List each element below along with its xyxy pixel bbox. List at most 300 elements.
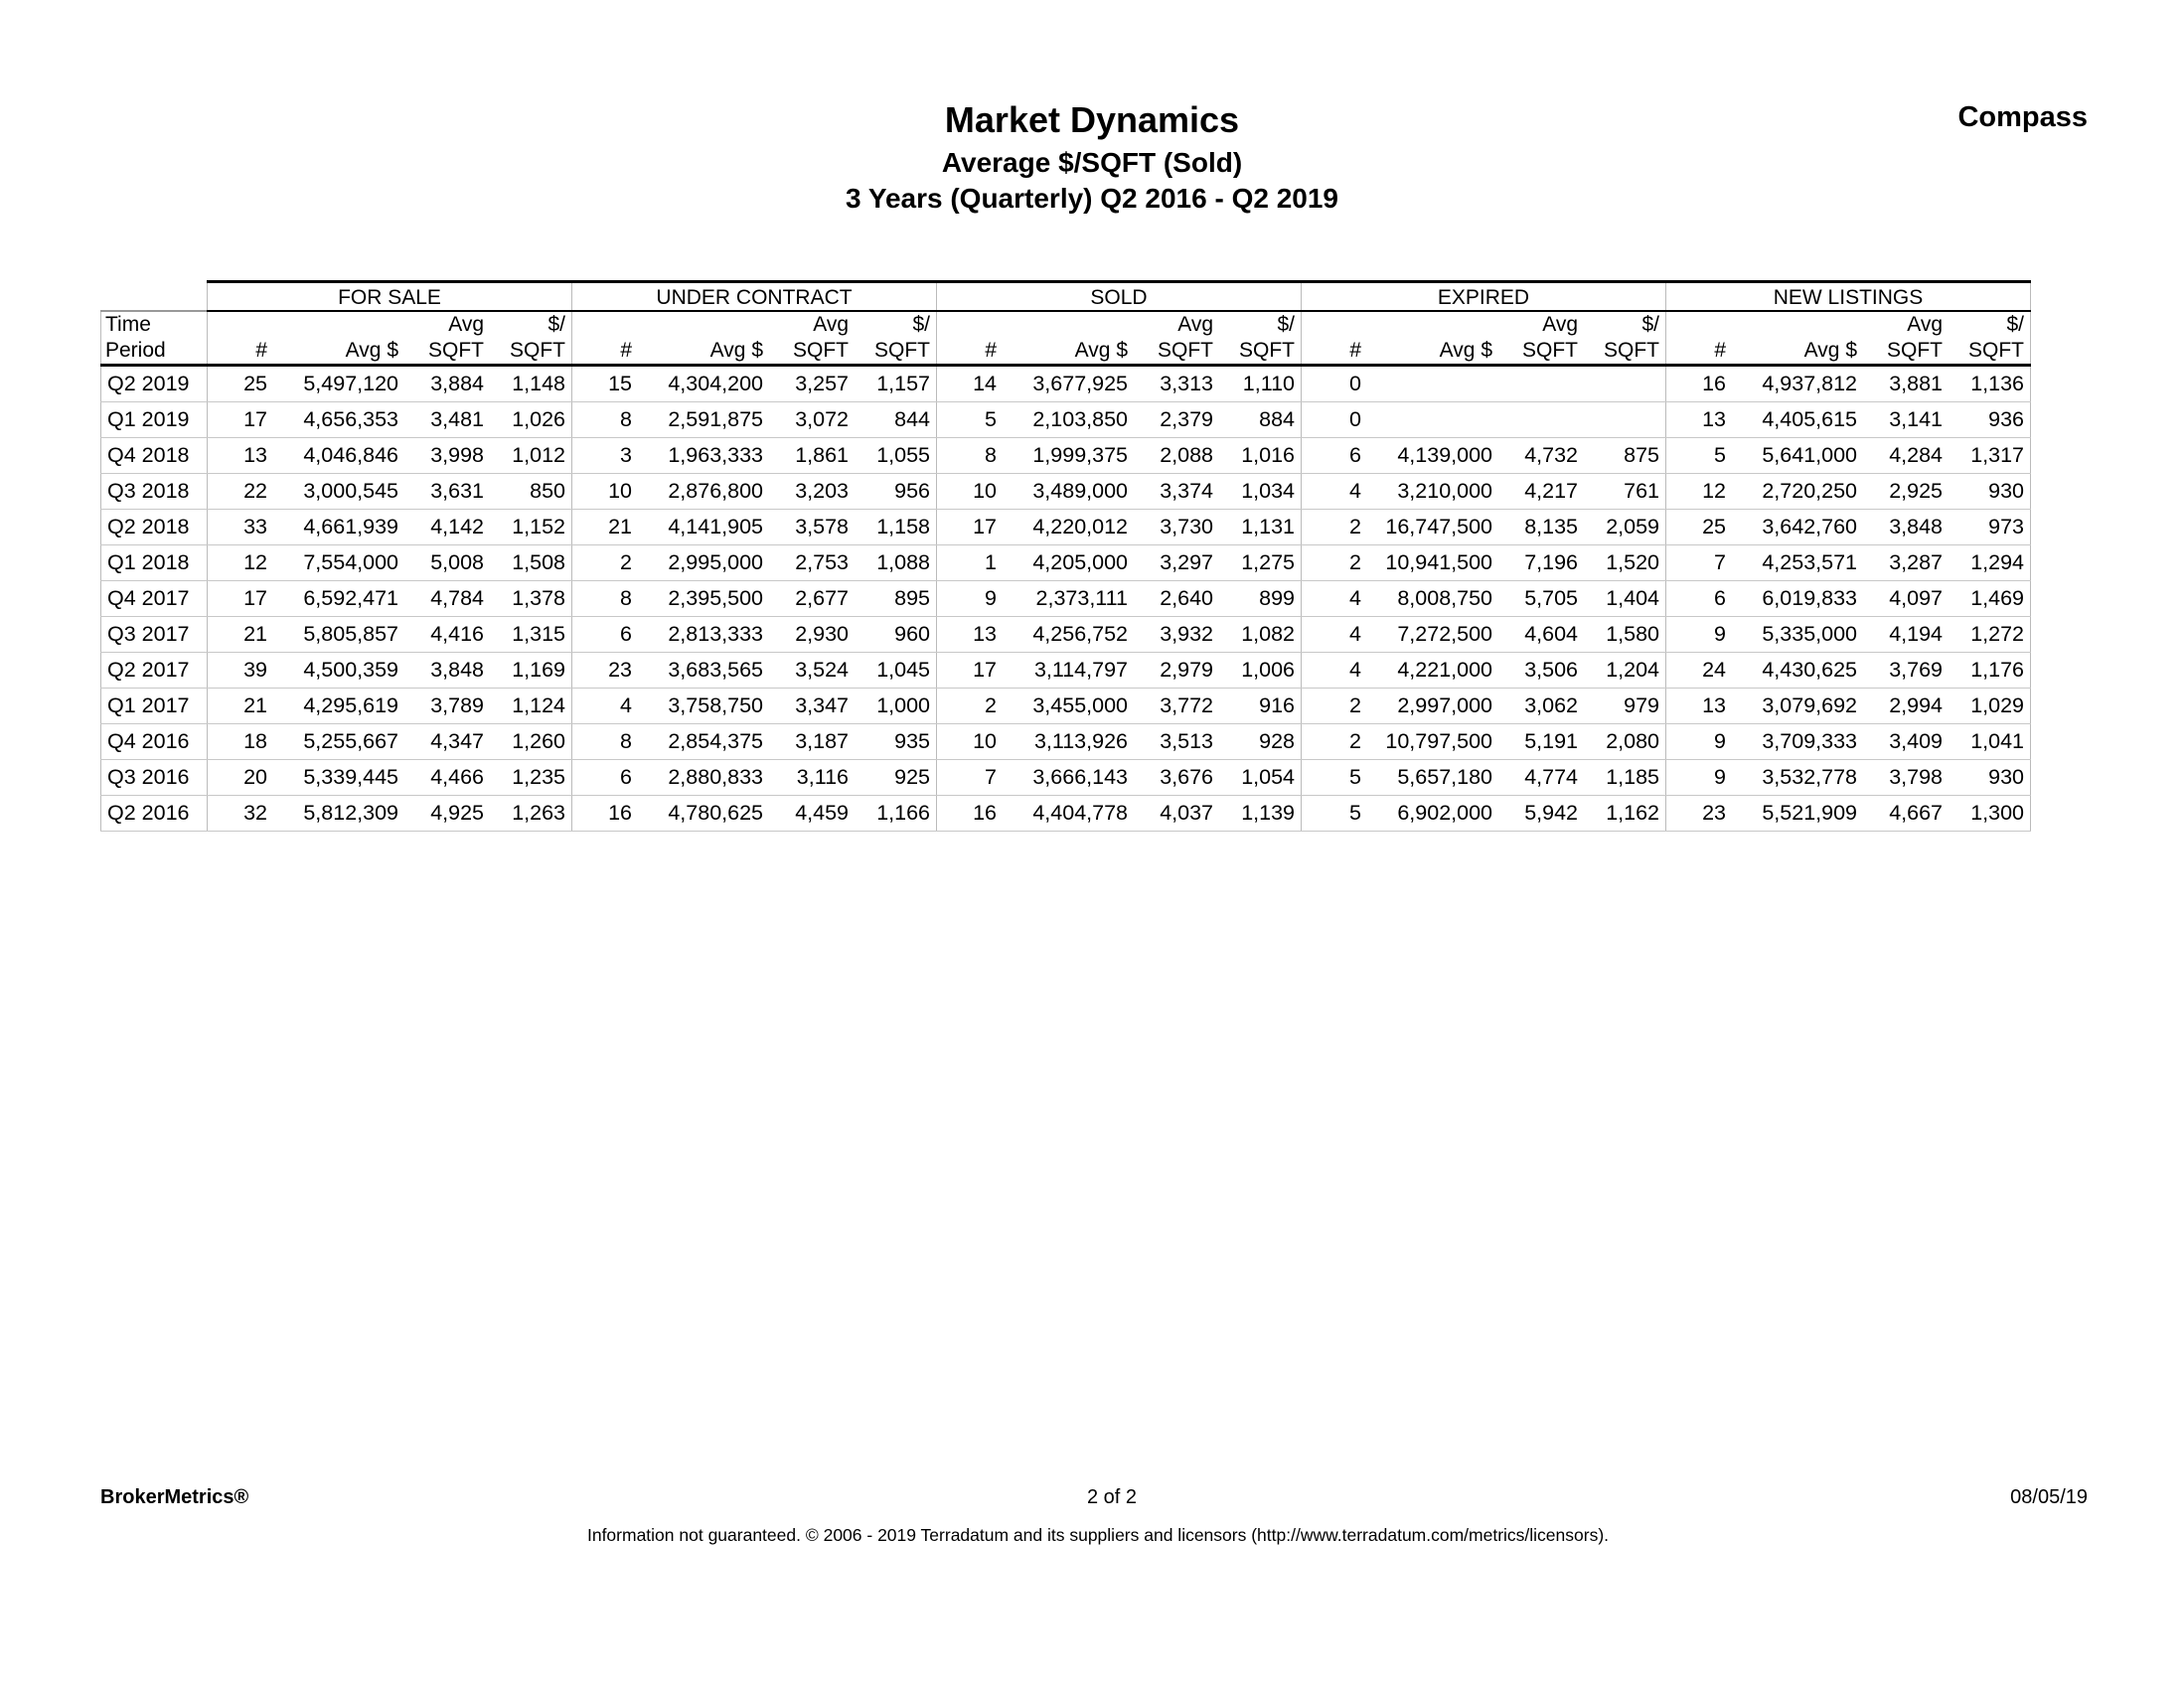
- price-per-sqft-cell: 1,469: [1945, 581, 2031, 617]
- table-row: [101, 545, 2031, 581]
- price-per-sqft-cell: 1,162: [1580, 796, 1666, 832]
- header-avg-price-line2: Avg $: [1732, 338, 1861, 366]
- avg-sqft-cell: 4,459: [767, 796, 851, 832]
- header-price-per-sqft-line2: SQFT: [1580, 338, 1666, 366]
- time-header: Time: [101, 311, 208, 338]
- price-per-sqft-cell: 1,185: [1580, 760, 1666, 796]
- price-per-sqft-cell: 1,300: [1945, 796, 2031, 832]
- count-cell: 17: [208, 402, 274, 438]
- avg-sqft-cell: 4,732: [1496, 438, 1580, 474]
- price-per-sqft-cell: 1,317: [1945, 438, 2031, 474]
- avg-price-cell: 2,997,000: [1367, 689, 1496, 724]
- count-cell: 5: [1302, 796, 1368, 832]
- count-cell: 12: [1666, 474, 1733, 510]
- avg-sqft-cell: 3,313: [1132, 366, 1215, 402]
- count-cell: 12: [208, 545, 274, 581]
- time-period-cell: Q4 2018: [101, 438, 208, 474]
- price-per-sqft-cell: 1,580: [1580, 617, 1666, 653]
- header-avg-sqft-line1: Avg: [813, 313, 849, 336]
- header-avg-price-line1: [1732, 311, 1861, 338]
- count-cell: 21: [572, 510, 639, 545]
- avg-price-cell: 4,205,000: [1003, 545, 1132, 581]
- avg-sqft-cell: 2,640: [1132, 581, 1215, 617]
- count-cell: 17: [937, 653, 1004, 689]
- avg-sqft-cell: 3,848: [402, 653, 486, 689]
- table-row: [101, 617, 2031, 653]
- avg-sqft-cell: 3,848: [1861, 510, 1945, 545]
- time-period-cell: Q2 2019: [101, 366, 208, 402]
- price-per-sqft-cell: 1,169: [486, 653, 572, 689]
- time-period-cell: Q4 2016: [101, 724, 208, 760]
- group-under-contract: UNDER CONTRACT: [572, 282, 937, 312]
- avg-sqft-cell: 2,994: [1861, 689, 1945, 724]
- avg-sqft-cell: 3,187: [767, 724, 851, 760]
- avg-price-cell: 3,455,000: [1003, 689, 1132, 724]
- footer-brand: BrokerMetrics®: [100, 1486, 249, 1508]
- avg-sqft-cell: 4,416: [402, 617, 486, 653]
- avg-sqft-cell: 3,798: [1861, 760, 1945, 796]
- price-per-sqft-cell: 930: [1945, 760, 2031, 796]
- table-row: [101, 724, 2031, 760]
- price-per-sqft-cell: 1,055: [851, 438, 937, 474]
- header-price-per-sqft-line1: $/: [547, 313, 565, 336]
- price-per-sqft-cell: 1,508: [486, 545, 572, 581]
- header-count-line2: #: [1666, 338, 1733, 366]
- count-cell: 9: [1666, 760, 1733, 796]
- count-cell: 16: [1666, 366, 1733, 402]
- header-price-per-sqft-line1: $/: [1641, 313, 1659, 336]
- column-header-row-2: [101, 338, 2031, 366]
- avg-sqft-cell: 2,753: [767, 545, 851, 581]
- count-cell: 5: [937, 402, 1004, 438]
- avg-price-cell: 2,813,333: [638, 617, 767, 653]
- avg-price-cell: 2,720,250: [1732, 474, 1861, 510]
- price-per-sqft-cell: 1,000: [851, 689, 937, 724]
- count-cell: 8: [572, 724, 639, 760]
- header-avg-price-line2: Avg $: [1367, 338, 1496, 366]
- avg-sqft-cell: 3,513: [1132, 724, 1215, 760]
- price-per-sqft-cell: 1,158: [851, 510, 937, 545]
- avg-sqft-cell: 3,772: [1132, 689, 1215, 724]
- time-period-cell: Q2 2017: [101, 653, 208, 689]
- avg-sqft-cell: 3,297: [1132, 545, 1215, 581]
- table-row: [101, 438, 2031, 474]
- avg-price-cell: 4,139,000: [1367, 438, 1496, 474]
- count-cell: 39: [208, 653, 274, 689]
- header-avg-price-line2: Avg $: [273, 338, 402, 366]
- header-avg-price-line1: [638, 311, 767, 338]
- price-per-sqft-cell: 884: [1215, 402, 1302, 438]
- avg-sqft-cell: 5,942: [1496, 796, 1580, 832]
- avg-price-cell: 3,113,926: [1003, 724, 1132, 760]
- header-avg-sqft-line2: SQFT: [1496, 338, 1580, 366]
- time-period-cell: Q1 2017: [101, 689, 208, 724]
- count-cell: 13: [1666, 402, 1733, 438]
- count-cell: 2: [1302, 724, 1368, 760]
- count-cell: 3: [572, 438, 639, 474]
- report-period: 3 Years (Quarterly) Q2 2016 - Q2 2019: [845, 183, 1338, 214]
- count-cell: 6: [572, 760, 639, 796]
- header-count-line2: #: [572, 338, 639, 366]
- avg-sqft-cell: 3,730: [1132, 510, 1215, 545]
- avg-sqft-cell: 3,676: [1132, 760, 1215, 796]
- avg-sqft-cell: 2,088: [1132, 438, 1215, 474]
- price-per-sqft-cell: 1,041: [1945, 724, 2031, 760]
- price-per-sqft-cell: [1580, 402, 1666, 438]
- avg-price-cell: 16,747,500: [1367, 510, 1496, 545]
- avg-price-cell: 3,666,143: [1003, 760, 1132, 796]
- avg-price-cell: 5,497,120: [273, 366, 402, 402]
- header-avg-sqft-line1: Avg: [1177, 313, 1213, 336]
- avg-sqft-cell: 3,409: [1861, 724, 1945, 760]
- price-per-sqft-cell: 899: [1215, 581, 1302, 617]
- table-row: [101, 653, 2031, 689]
- avg-sqft-cell: 3,789: [402, 689, 486, 724]
- count-cell: 15: [572, 366, 639, 402]
- count-cell: 23: [572, 653, 639, 689]
- header-avg-sqft-line1: Avg: [1907, 313, 1943, 336]
- time-period-cell: Q4 2017: [101, 581, 208, 617]
- avg-sqft-cell: 3,884: [402, 366, 486, 402]
- avg-price-cell: 5,657,180: [1367, 760, 1496, 796]
- avg-price-cell: 5,335,000: [1732, 617, 1861, 653]
- price-per-sqft-cell: 844: [851, 402, 937, 438]
- avg-sqft-cell: 5,191: [1496, 724, 1580, 760]
- count-cell: 13: [937, 617, 1004, 653]
- header-count-line1: [937, 311, 1004, 338]
- header-price-per-sqft-line1: $/: [1945, 311, 2031, 338]
- count-cell: 9: [1666, 617, 1733, 653]
- count-cell: 18: [208, 724, 274, 760]
- table-row: [101, 366, 2031, 402]
- count-cell: 7: [937, 760, 1004, 796]
- time-period-cell: Q1 2018: [101, 545, 208, 581]
- avg-sqft-cell: 5,008: [402, 545, 486, 581]
- avg-price-cell: 4,661,939: [273, 510, 402, 545]
- avg-price-cell: 3,642,760: [1732, 510, 1861, 545]
- market-dynamics-table: [100, 280, 2031, 832]
- table-row: [101, 402, 2031, 438]
- avg-sqft-cell: 3,998: [402, 438, 486, 474]
- avg-sqft-cell: 3,062: [1496, 689, 1580, 724]
- avg-sqft-cell: 3,881: [1861, 366, 1945, 402]
- avg-sqft-cell: 4,784: [402, 581, 486, 617]
- price-per-sqft-cell: 1,263: [486, 796, 572, 832]
- price-per-sqft-cell: 1,034: [1215, 474, 1302, 510]
- avg-price-cell: 4,141,905: [638, 510, 767, 545]
- count-cell: 14: [937, 366, 1004, 402]
- count-cell: 25: [208, 366, 274, 402]
- count-cell: 21: [208, 617, 274, 653]
- avg-price-cell: 2,591,875: [638, 402, 767, 438]
- header-avg-price-line1: [1367, 311, 1496, 338]
- avg-price-cell: 5,812,309: [273, 796, 402, 832]
- header-price-per-sqft-line1: $/: [912, 313, 930, 336]
- avg-sqft-cell: 7,196: [1496, 545, 1580, 581]
- header-avg-sqft-line2: SQFT: [767, 338, 851, 366]
- avg-price-cell: 5,521,909: [1732, 796, 1861, 832]
- price-per-sqft-cell: 1,235: [486, 760, 572, 796]
- group-expired: EXPIRED: [1302, 282, 1666, 312]
- price-per-sqft-cell: 1,136: [1945, 366, 2031, 402]
- header-avg-sqft-line2: SQFT: [1132, 338, 1215, 366]
- header-count-line1: [208, 311, 274, 338]
- avg-sqft-cell: 2,379: [1132, 402, 1215, 438]
- price-per-sqft-cell: [1580, 366, 1666, 402]
- avg-sqft-cell: 3,072: [767, 402, 851, 438]
- avg-price-cell: [1367, 402, 1496, 438]
- price-per-sqft-cell: 1,315: [486, 617, 572, 653]
- price-per-sqft-cell: 973: [1945, 510, 2031, 545]
- avg-price-cell: 4,780,625: [638, 796, 767, 832]
- header-count-line1: [572, 311, 639, 338]
- avg-price-cell: 4,253,571: [1732, 545, 1861, 581]
- avg-price-cell: 5,255,667: [273, 724, 402, 760]
- table-row: [101, 510, 2031, 545]
- price-per-sqft-cell: 850: [486, 474, 572, 510]
- table-row: [101, 760, 2031, 796]
- count-cell: 17: [937, 510, 1004, 545]
- price-per-sqft-cell: 1,272: [1945, 617, 2031, 653]
- report-subtitle: Average $/SQFT (Sold): [941, 147, 1243, 178]
- count-cell: 17: [208, 581, 274, 617]
- avg-price-cell: 4,405,615: [1732, 402, 1861, 438]
- count-cell: 8: [572, 402, 639, 438]
- avg-price-cell: 2,395,500: [638, 581, 767, 617]
- count-cell: 13: [208, 438, 274, 474]
- count-cell: 2: [937, 689, 1004, 724]
- column-header-row-1: [101, 311, 2031, 338]
- avg-sqft-cell: 5,705: [1496, 581, 1580, 617]
- avg-price-cell: 2,373,111: [1003, 581, 1132, 617]
- avg-sqft-cell: 4,347: [402, 724, 486, 760]
- avg-price-cell: 4,220,012: [1003, 510, 1132, 545]
- price-per-sqft-cell: 1,294: [1945, 545, 2031, 581]
- header-avg-price-line2: Avg $: [1003, 338, 1132, 366]
- time-period-cell: Q3 2016: [101, 760, 208, 796]
- header-price-per-sqft-line2: SQFT: [486, 338, 572, 366]
- header-count-line1: [1302, 311, 1368, 338]
- price-per-sqft-cell: 1,082: [1215, 617, 1302, 653]
- avg-sqft-cell: 4,667: [1861, 796, 1945, 832]
- price-per-sqft-cell: 925: [851, 760, 937, 796]
- price-per-sqft-cell: 1,054: [1215, 760, 1302, 796]
- avg-sqft-cell: 3,374: [1132, 474, 1215, 510]
- count-cell: 2: [1302, 510, 1368, 545]
- group-header-row: [101, 282, 2031, 312]
- count-cell: 0: [1302, 366, 1368, 402]
- count-cell: 8: [572, 581, 639, 617]
- count-cell: 16: [937, 796, 1004, 832]
- avg-price-cell: 2,876,800: [638, 474, 767, 510]
- price-per-sqft-cell: 1,204: [1580, 653, 1666, 689]
- count-cell: 9: [1666, 724, 1733, 760]
- price-per-sqft-cell: 875: [1580, 438, 1666, 474]
- header-price-per-sqft-line1: $/: [1277, 313, 1295, 336]
- price-per-sqft-cell: 1,045: [851, 653, 937, 689]
- price-per-sqft-cell: 1,260: [486, 724, 572, 760]
- disclaimer: Information not guaranteed. © 2006 - 2019 Terradatum and its suppliers and licensors (http://www.terradatum.com/metrics/licensors).: [586, 1525, 1610, 1545]
- header-price-per-sqft-line2: SQFT: [1215, 338, 1302, 366]
- avg-price-cell: 3,000,545: [273, 474, 402, 510]
- report-date: 08/05/19: [2010, 1486, 2088, 1508]
- avg-sqft-cell: 4,142: [402, 510, 486, 545]
- avg-sqft-cell: 3,141: [1861, 402, 1945, 438]
- count-cell: 16: [572, 796, 639, 832]
- price-per-sqft-cell: 1,016: [1215, 438, 1302, 474]
- count-cell: 22: [208, 474, 274, 510]
- price-per-sqft-cell: 979: [1580, 689, 1666, 724]
- header-avg-price-line1: [273, 311, 402, 338]
- count-cell: 20: [208, 760, 274, 796]
- avg-price-cell: 3,758,750: [638, 689, 767, 724]
- avg-price-cell: 6,902,000: [1367, 796, 1496, 832]
- avg-sqft-cell: 3,203: [767, 474, 851, 510]
- group-sold: SOLD: [937, 282, 1302, 312]
- avg-sqft-cell: 3,769: [1861, 653, 1945, 689]
- count-cell: 25: [1666, 510, 1733, 545]
- avg-price-cell: 1,999,375: [1003, 438, 1132, 474]
- avg-price-cell: 5,805,857: [273, 617, 402, 653]
- price-per-sqft-cell: 1,152: [486, 510, 572, 545]
- avg-sqft-cell: 3,116: [767, 760, 851, 796]
- header-avg-sqft-line1: Avg: [1542, 313, 1578, 336]
- count-cell: 10: [937, 474, 1004, 510]
- avg-sqft-cell: [1496, 366, 1580, 402]
- avg-price-cell: 4,256,752: [1003, 617, 1132, 653]
- avg-price-cell: 4,430,625: [1732, 653, 1861, 689]
- avg-price-cell: 4,937,812: [1732, 366, 1861, 402]
- price-per-sqft-cell: 960: [851, 617, 937, 653]
- count-cell: 9: [937, 581, 1004, 617]
- time-period-cell: Q3 2018: [101, 474, 208, 510]
- avg-price-cell: 4,500,359: [273, 653, 402, 689]
- price-per-sqft-cell: 1,176: [1945, 653, 2031, 689]
- price-per-sqft-cell: 1,012: [486, 438, 572, 474]
- avg-price-cell: 5,339,445: [273, 760, 402, 796]
- price-per-sqft-cell: 761: [1580, 474, 1666, 510]
- avg-sqft-cell: [1496, 402, 1580, 438]
- time-period-cell: Q1 2019: [101, 402, 208, 438]
- header-avg-sqft-line2: SQFT: [402, 338, 486, 366]
- table-row: [101, 689, 2031, 724]
- count-cell: 32: [208, 796, 274, 832]
- count-cell: 4: [1302, 653, 1368, 689]
- avg-price-cell: 3,677,925: [1003, 366, 1132, 402]
- price-per-sqft-cell: 916: [1215, 689, 1302, 724]
- avg-sqft-cell: 4,604: [1496, 617, 1580, 653]
- count-cell: 4: [572, 689, 639, 724]
- price-per-sqft-cell: 1,124: [486, 689, 572, 724]
- avg-price-cell: 2,854,375: [638, 724, 767, 760]
- price-per-sqft-cell: 1,026: [486, 402, 572, 438]
- count-cell: 24: [1666, 653, 1733, 689]
- price-per-sqft-cell: 1,148: [486, 366, 572, 402]
- avg-sqft-cell: 4,097: [1861, 581, 1945, 617]
- price-per-sqft-cell: 1,378: [486, 581, 572, 617]
- report-title: Market Dynamics: [944, 99, 1240, 140]
- price-per-sqft-cell: 2,080: [1580, 724, 1666, 760]
- price-per-sqft-cell: 1,404: [1580, 581, 1666, 617]
- count-cell: 1: [937, 545, 1004, 581]
- avg-sqft-cell: 3,631: [402, 474, 486, 510]
- avg-sqft-cell: 4,466: [402, 760, 486, 796]
- count-cell: 10: [572, 474, 639, 510]
- header-count-line2: #: [937, 338, 1004, 366]
- avg-sqft-cell: 4,037: [1132, 796, 1215, 832]
- avg-price-cell: 3,114,797: [1003, 653, 1132, 689]
- avg-sqft-cell: 4,284: [1861, 438, 1945, 474]
- count-cell: 13: [1666, 689, 1733, 724]
- price-per-sqft-cell: 1,110: [1215, 366, 1302, 402]
- avg-sqft-cell: 3,287: [1861, 545, 1945, 581]
- page-number: 2 of 2: [1086, 1486, 1138, 1508]
- price-per-sqft-cell: 935: [851, 724, 937, 760]
- count-cell: 5: [1666, 438, 1733, 474]
- count-cell: 23: [1666, 796, 1733, 832]
- price-per-sqft-cell: 956: [851, 474, 937, 510]
- avg-sqft-cell: 2,925: [1861, 474, 1945, 510]
- avg-price-cell: 4,656,353: [273, 402, 402, 438]
- price-per-sqft-cell: 1,131: [1215, 510, 1302, 545]
- avg-price-cell: 4,221,000: [1367, 653, 1496, 689]
- avg-price-cell: 8,008,750: [1367, 581, 1496, 617]
- avg-price-cell: 3,683,565: [638, 653, 767, 689]
- count-cell: 4: [1302, 581, 1368, 617]
- header-price-per-sqft-line2: SQFT: [851, 338, 937, 366]
- avg-price-cell: 2,995,000: [638, 545, 767, 581]
- count-cell: 2: [1302, 545, 1368, 581]
- count-cell: 7: [1666, 545, 1733, 581]
- avg-price-cell: 3,210,000: [1367, 474, 1496, 510]
- avg-sqft-cell: 3,524: [767, 653, 851, 689]
- avg-price-cell: 2,880,833: [638, 760, 767, 796]
- price-per-sqft-cell: 1,139: [1215, 796, 1302, 832]
- avg-sqft-cell: 2,930: [767, 617, 851, 653]
- header-count-line1: [1666, 311, 1733, 338]
- count-cell: 8: [937, 438, 1004, 474]
- avg-sqft-cell: 3,578: [767, 510, 851, 545]
- header-avg-sqft-line1: Avg: [448, 313, 484, 336]
- time-period-cell: Q2 2018: [101, 510, 208, 545]
- price-per-sqft-cell: 1,006: [1215, 653, 1302, 689]
- count-cell: 10: [937, 724, 1004, 760]
- header-avg-sqft-line2: SQFT: [1861, 338, 1945, 366]
- count-cell: 4: [1302, 474, 1368, 510]
- avg-price-cell: 3,079,692: [1732, 689, 1861, 724]
- table-row: [101, 796, 2031, 832]
- avg-sqft-cell: 2,677: [767, 581, 851, 617]
- table-body: [101, 366, 2031, 832]
- period-header: Period: [101, 338, 208, 366]
- count-cell: 6: [1666, 581, 1733, 617]
- avg-price-cell: 4,295,619: [273, 689, 402, 724]
- header-avg-price-line2: Avg $: [638, 338, 767, 366]
- avg-price-cell: 3,489,000: [1003, 474, 1132, 510]
- price-per-sqft-cell: 2,059: [1580, 510, 1666, 545]
- price-per-sqft-cell: 936: [1945, 402, 2031, 438]
- avg-sqft-cell: 3,257: [767, 366, 851, 402]
- avg-sqft-cell: 3,481: [402, 402, 486, 438]
- avg-price-cell: 7,272,500: [1367, 617, 1496, 653]
- count-cell: 4: [1302, 617, 1368, 653]
- price-per-sqft-cell: 895: [851, 581, 937, 617]
- group-for-sale: FOR SALE: [208, 282, 572, 312]
- avg-price-cell: 3,709,333: [1732, 724, 1861, 760]
- table-row: [101, 474, 2031, 510]
- count-cell: 6: [1302, 438, 1368, 474]
- avg-sqft-cell: 4,925: [402, 796, 486, 832]
